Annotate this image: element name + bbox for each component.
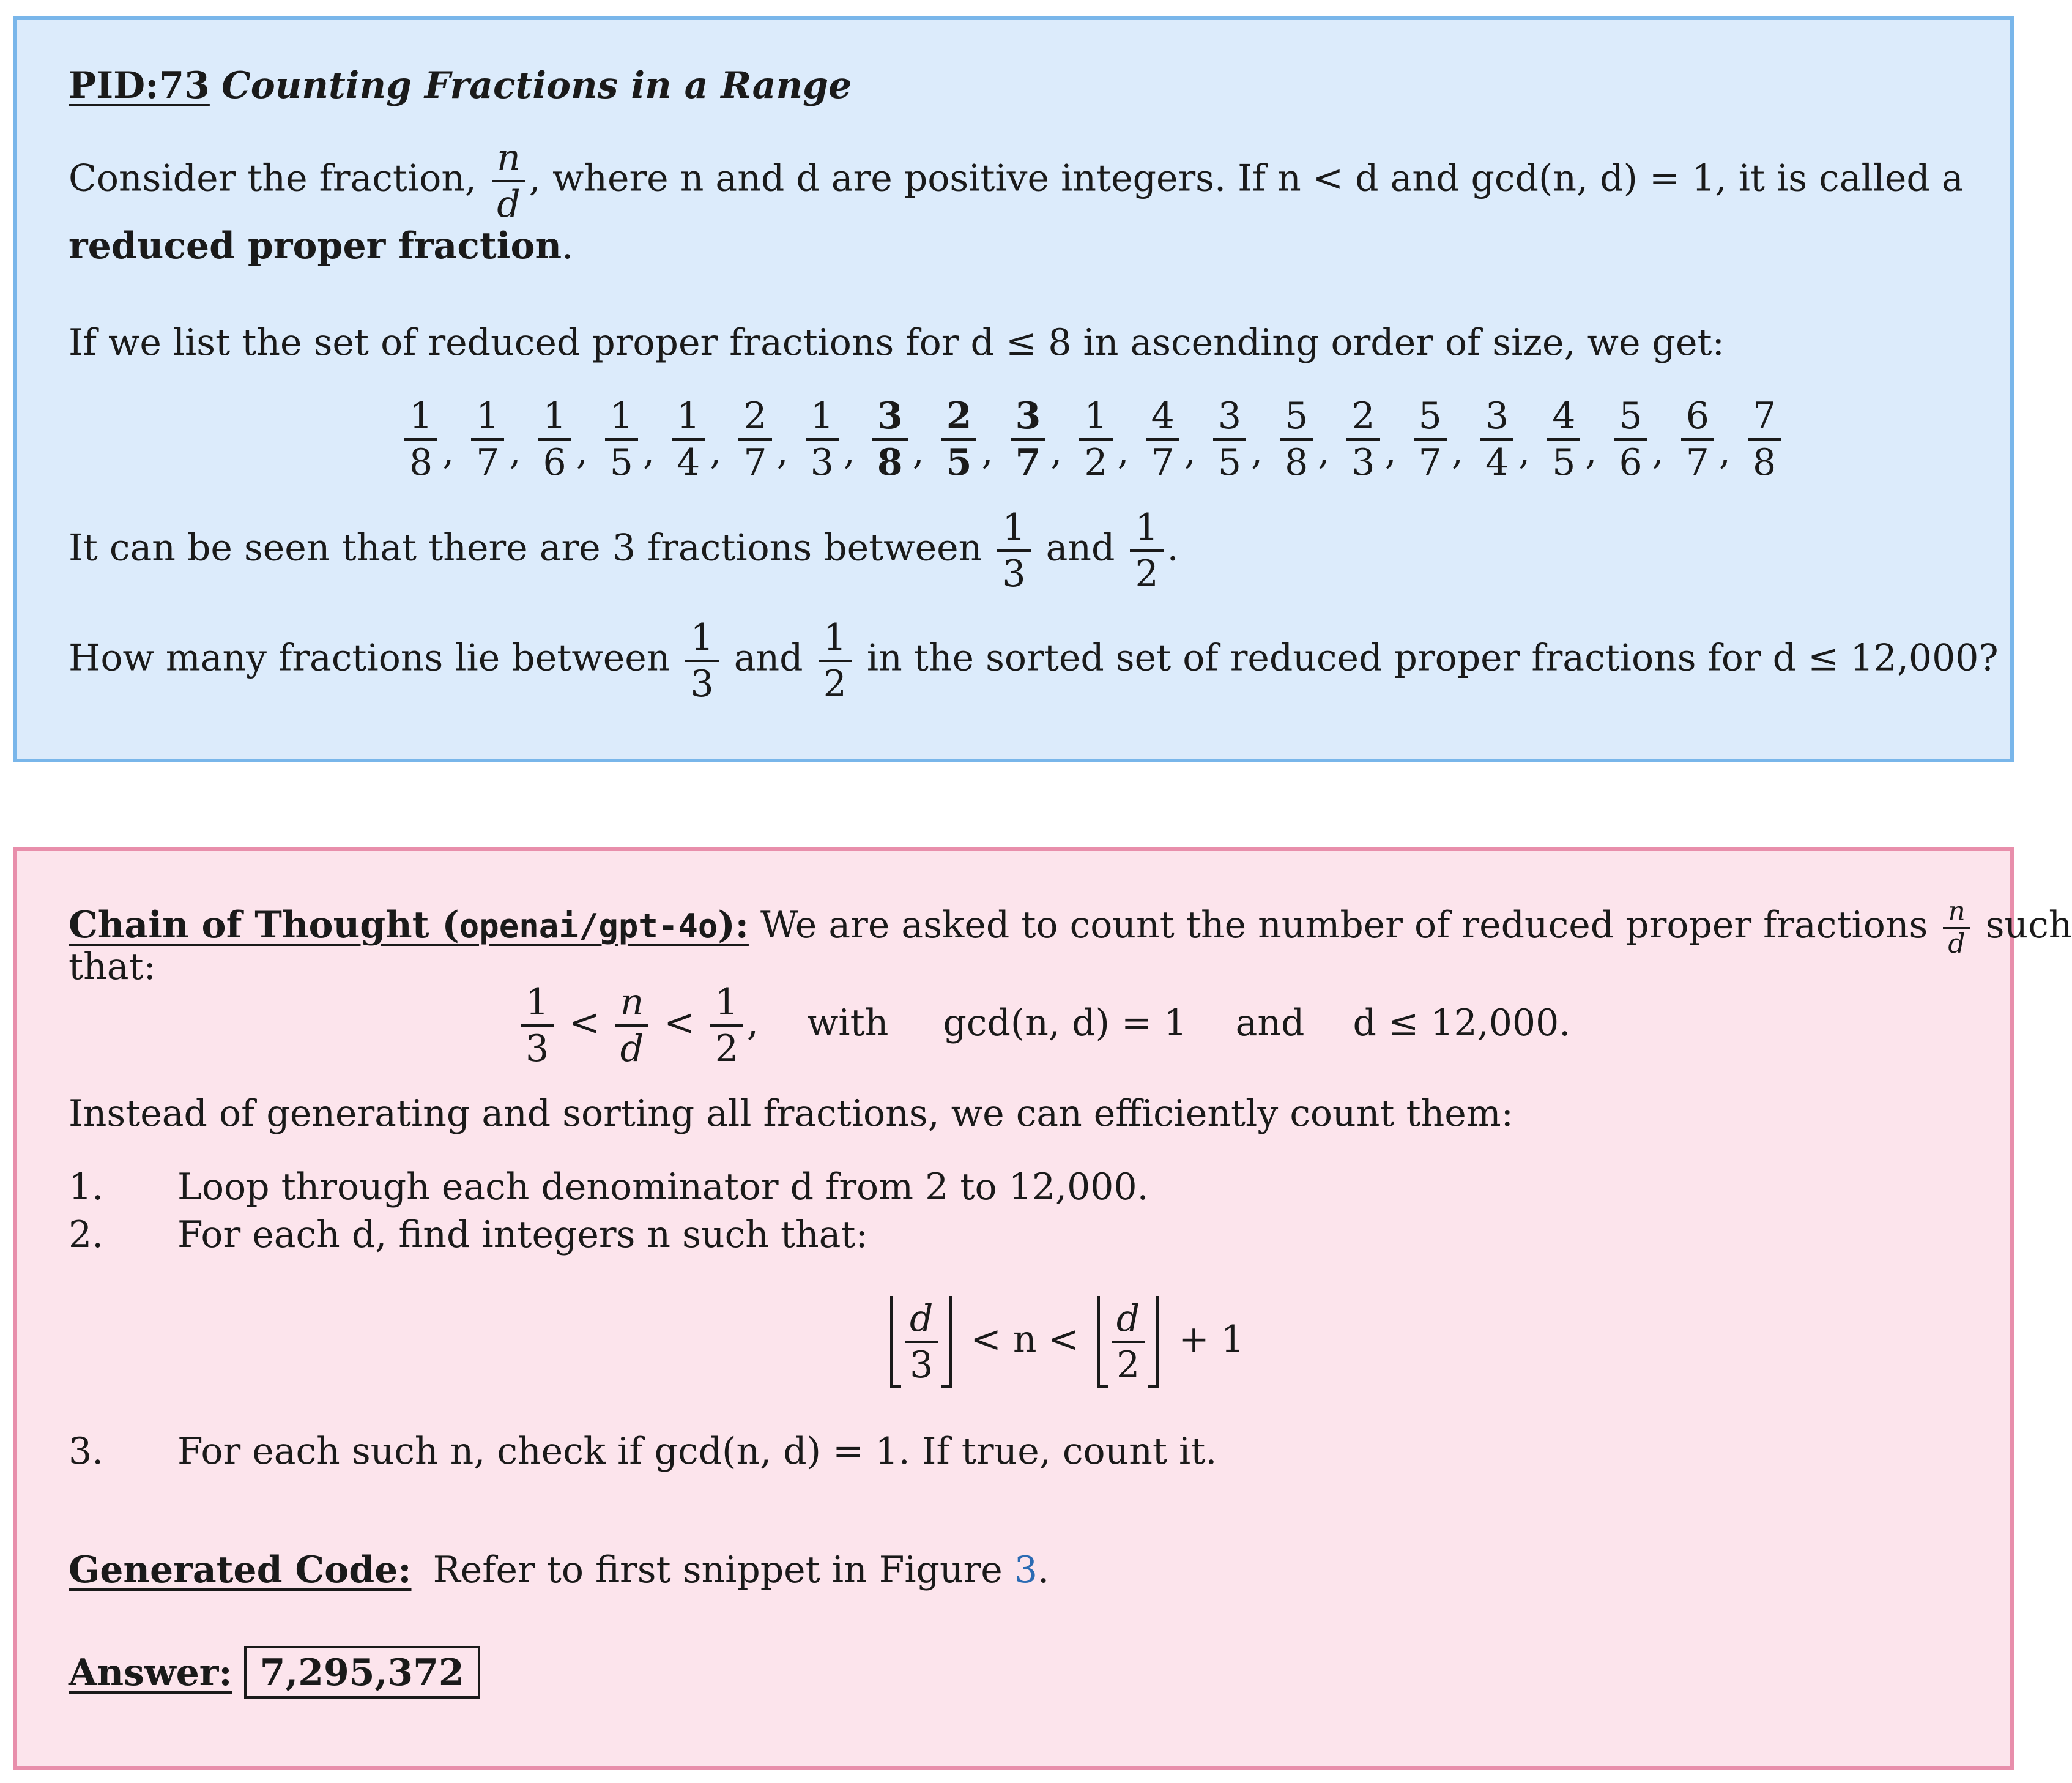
sequence-fraction: $\frac{1}{8}$ , bbox=[401, 398, 467, 481]
sequence-fraction: $\frac{1}{2}$ , bbox=[1075, 398, 1142, 481]
problem-title: Counting Fractions in a Range bbox=[221, 64, 852, 107]
answer-line bbox=[69, 1646, 480, 1699]
sequence-fraction: $\frac{3}{4}$ , bbox=[1477, 398, 1543, 481]
answer-label: Answer: bbox=[69, 1651, 232, 1694]
step-3-number: 3. bbox=[69, 1430, 104, 1473]
fraction-one-third-c: $\frac{1}{3}$ bbox=[521, 984, 554, 1067]
floor-d-over-2: $\frac{d}{2}$ bbox=[1097, 1296, 1159, 1388]
sequence-fraction: $\frac{2}{5}$ , bbox=[938, 398, 1007, 481]
condition-display: $\frac{1}{3}$ < $\frac{n}{d}$ < $\frac{1}{2}$ , with gcd(n, d) = 1 and d ≤ 12,000. bbox=[517, 984, 1570, 1067]
step-2-number: 2. bbox=[69, 1213, 104, 1256]
problem-paragraph-3: It can be seen that there are 3 fractions between $\frac{1}{3}$ and $\frac{1}{2}$ . bbox=[69, 506, 1179, 595]
model-name: openai/gpt-4o bbox=[459, 907, 718, 946]
reduced-proper-fraction-term: reduced proper fraction bbox=[69, 225, 562, 267]
sequence-fraction: $\frac{1}{4}$ , bbox=[668, 398, 735, 481]
sequence-fraction: $\frac{5}{8}$ , bbox=[1276, 398, 1343, 481]
sequence-fraction: $\frac{1}{5}$ , bbox=[601, 398, 668, 481]
sequence-fraction: $\frac{1}{6}$ , bbox=[535, 398, 601, 481]
problem-question: How many fractions lie between $\frac{1}{3}$ and $\frac{1}{2}$ in the sorted set of reduced proper fractions for d ≤ 12,000? bbox=[69, 616, 1999, 705]
floor-d-over-3: $\frac{d}{3}$ bbox=[890, 1296, 952, 1388]
sequence-fraction: $\frac{2}{3}$ , bbox=[1343, 398, 1409, 481]
sequence-fraction: $\frac{7}{8}$ bbox=[1744, 398, 1784, 481]
problem-paragraph-1-line2: reduced proper fraction. bbox=[69, 225, 574, 267]
fraction-n-over-d: $\frac{n}{d}$ bbox=[492, 140, 525, 223]
problem-heading bbox=[69, 64, 852, 107]
floor-inequality: $\frac{d}{3}$ < n < $\frac{d}{2}$ + 1 bbox=[890, 1296, 1244, 1388]
sequence-fraction: $\frac{1}{3}$ , bbox=[802, 398, 869, 481]
chain-of-thought-line2: that: bbox=[69, 945, 156, 988]
figure-ref-link[interactable]: 3 bbox=[1014, 1549, 1038, 1591]
sequence-fraction: $\frac{6}{7}$ , bbox=[1677, 398, 1744, 481]
pid-label: PID:73 bbox=[69, 64, 210, 107]
answer-value-box: 7,295,372 bbox=[244, 1646, 480, 1699]
sequence-fraction: $\frac{5}{7}$ , bbox=[1410, 398, 1477, 481]
instead-paragraph: Instead of generating and sorting all fractions, we can efficiently count them: bbox=[69, 1092, 1513, 1135]
fraction-one-third-q: $\frac{1}{3}$ bbox=[685, 619, 718, 702]
chain-of-thought-line1: Chain of Thought (openai/gpt-4o): We are asked to count the number of reduced proper fractions $\frac{n}{d}$ such bbox=[69, 896, 2072, 959]
problem-paragraph-2: If we list the set of reduced proper fractions for d ≤ 8 in ascending order of size, we get: bbox=[69, 321, 1725, 364]
fraction-n-over-d-small: $\frac{n}{d}$ bbox=[1943, 898, 1970, 958]
sequence-fraction: $\frac{1}{7}$ , bbox=[467, 398, 534, 481]
fraction-sequence bbox=[401, 395, 1784, 484]
cot-label: Chain of Thought (openai/gpt-4o): bbox=[69, 904, 749, 947]
step-2-text: For each d, find integers n such that: bbox=[177, 1213, 868, 1256]
step-1-text: Loop through each denominator d from 2 to 12,000. bbox=[177, 1166, 1149, 1208]
sequence-fraction: $\frac{3}{7}$ , bbox=[1007, 398, 1076, 481]
sequence-fraction: $\frac{3}{5}$ , bbox=[1209, 398, 1276, 481]
sequence-fraction: $\frac{4}{7}$ , bbox=[1143, 398, 1209, 481]
generated-code-label: Generated Code: bbox=[69, 1549, 412, 1591]
fraction-one-third: $\frac{1}{3}$ bbox=[997, 509, 1030, 592]
fraction-one-half: $\frac{1}{2}$ bbox=[1130, 509, 1163, 592]
fraction-n-over-d-c: $\frac{n}{d}$ bbox=[615, 984, 649, 1067]
step-3-text: For each such n, check if gcd(n, d) = 1. If true, count it. bbox=[177, 1430, 1217, 1473]
sequence-fraction: $\frac{4}{5}$ , bbox=[1543, 398, 1610, 481]
fraction-one-half-c: $\frac{1}{2}$ bbox=[710, 984, 743, 1067]
problem-paragraph-1: Consider the fraction, $\frac{n}{d}$ , where n and d are positive integers. If n < d and gcd(n, d) = 1, it is called a bbox=[69, 136, 1964, 226]
generated-code-line: Generated Code: Refer to first snippet in Figure 3. bbox=[69, 1549, 1050, 1591]
sequence-fraction: $\frac{2}{7}$ , bbox=[735, 398, 801, 481]
fraction-one-half-q: $\frac{1}{2}$ bbox=[819, 619, 852, 702]
step-1-number: 1. bbox=[69, 1166, 104, 1208]
sequence-fraction: $\frac{3}{8}$ , bbox=[869, 398, 938, 481]
sequence-fraction: $\frac{5}{6}$ , bbox=[1610, 398, 1677, 481]
